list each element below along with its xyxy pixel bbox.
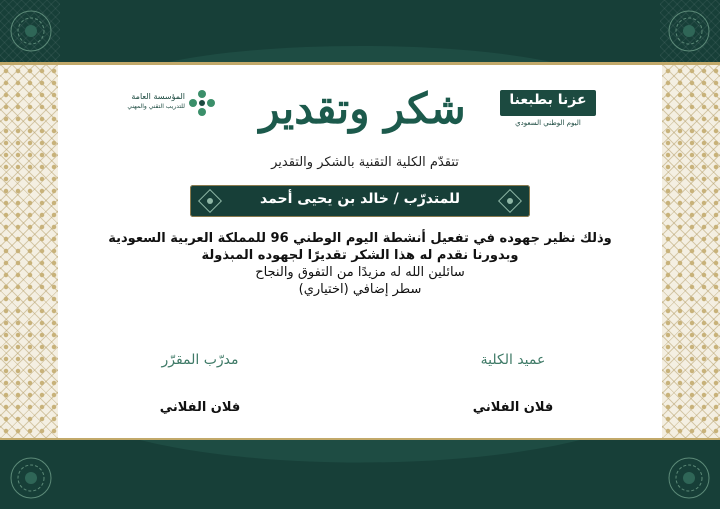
left-pattern-strip — [0, 65, 58, 438]
intro-text: تتقدّم الكلية التقنية بالشكر والتقدير — [271, 155, 459, 170]
corner-ornament-bottom-right — [666, 455, 712, 501]
banner-ornament-left-icon — [198, 189, 222, 213]
banner-ornament-right-icon — [498, 189, 522, 213]
signature-role: مدرّب المقرّر — [161, 352, 239, 368]
body-line: وذلك نظير جهوده في تفعيل أنشطة اليوم الوطني 96 للمملكة العربية السعودية — [108, 231, 612, 246]
signature-name: فلان الفلاني — [159, 400, 241, 415]
certificate-body — [100, 230, 620, 298]
national-day-logo-main: عزنا بطبعنا — [509, 92, 587, 108]
corner-ornament-top-right — [666, 8, 712, 54]
national-day-logo-sub: اليوم الوطني السعودي — [515, 119, 581, 127]
certificate-title: شكر وتقدير — [259, 84, 466, 133]
signature-dean — [453, 352, 573, 415]
recipient-name: للمتدرّب / خالد بن يحيى أحمد — [260, 191, 460, 207]
signature-name: فلان الفلاني — [472, 400, 554, 415]
national-day-logo — [500, 86, 596, 136]
corner-ornament-bottom-left — [8, 455, 54, 501]
body-line: وبدورنا نقدم له هذا الشكر تقديرًا لجهوده المبذولة — [201, 248, 519, 263]
tvtc-logo-line2: للتدريب التقني والمهني — [127, 103, 185, 110]
top-wave-ornament — [0, 0, 720, 64]
corner-ornament-top-left — [8, 8, 54, 54]
signature-trainer — [140, 352, 260, 415]
body-line: سطر إضافي (اختياري) — [298, 282, 422, 297]
right-pattern-strip — [662, 65, 720, 438]
tvtc-logo-line1: المؤسسة العامة — [131, 92, 185, 101]
signature-role: عميد الكلية — [480, 352, 546, 368]
bottom-wave-ornament — [0, 440, 720, 509]
tvtc-emblem-icon — [187, 88, 217, 118]
body-line: سائلين الله له مزيدًا من التفوق والنجاح — [255, 265, 465, 280]
recipient-banner — [190, 185, 530, 217]
tvtc-logo — [125, 86, 220, 126]
